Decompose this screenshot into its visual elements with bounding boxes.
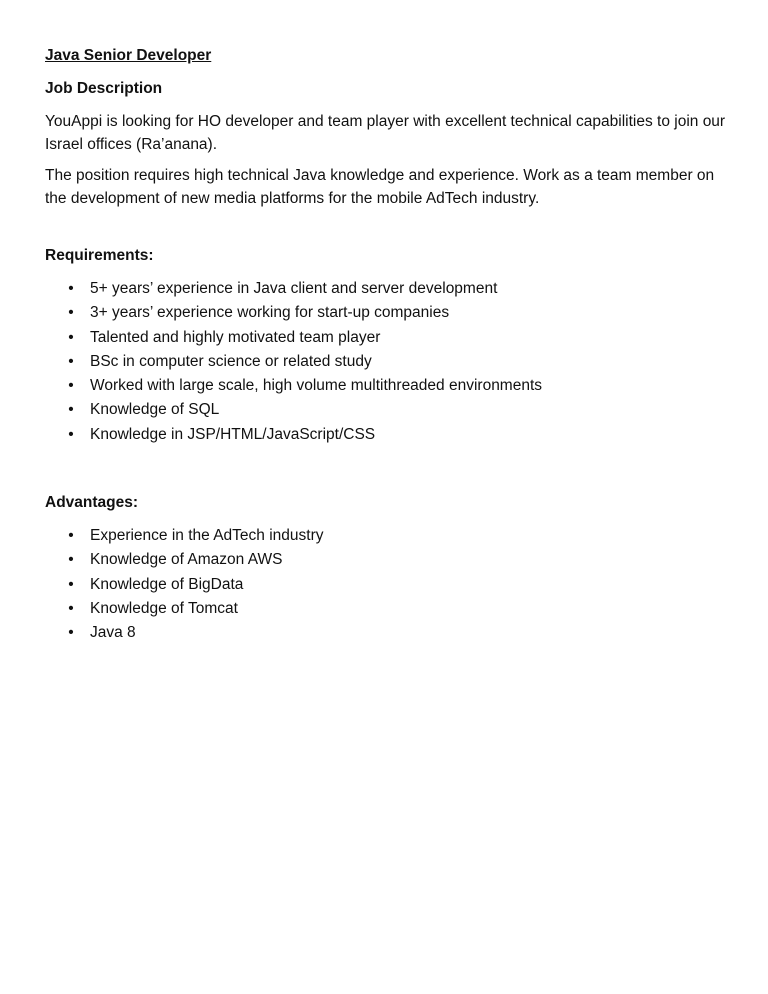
list-item-text: Knowledge in JSP/HTML/JavaScript/CSS	[90, 425, 376, 443]
list-item-text: Worked with large scale, high volume multithreaded environments	[90, 377, 543, 395]
bullet-icon: •	[68, 551, 74, 569]
list-item	[66, 398, 735, 422]
list-item-text: Knowledge of BigData	[90, 575, 244, 593]
list-item-text: Knowledge of SQL	[90, 401, 220, 419]
bullet-icon: •	[68, 352, 74, 370]
list-item-text: Experience in the AdTech industry	[90, 527, 324, 545]
bullet-icon: •	[68, 624, 74, 642]
list-item-text: Knowledge of Amazon AWS	[90, 551, 283, 569]
requirements-list	[45, 277, 735, 447]
list-item	[66, 350, 735, 374]
list-item	[66, 524, 735, 548]
list-item-text: Knowledge of Tomcat	[90, 599, 238, 617]
list-item-text: 5+ years’ experience in Java client and server development	[90, 280, 498, 297]
list-item-text: BSc in computer science or related study	[90, 352, 372, 370]
list-item	[66, 548, 735, 572]
description-paragraph-2: The position requires high technical Java knowledge and experience. Work as a team member on the development of new media platforms for the mobile AdTech industry.	[45, 167, 715, 207]
list-item	[66, 301, 735, 325]
advantages-list	[45, 524, 735, 645]
list-item	[66, 597, 735, 621]
document-page	[45, 44, 735, 646]
list-item-text: Talented and highly motivated team player	[90, 328, 381, 346]
bullet-icon: •	[68, 304, 74, 322]
bullet-icon: •	[68, 377, 74, 395]
requirements-heading: Requirements:	[45, 247, 154, 264]
list-item	[66, 423, 735, 447]
list-item-text: 3+ years’ experience working for start-up companies	[90, 304, 450, 322]
list-item	[66, 326, 735, 350]
list-item-text: Java 8	[90, 624, 136, 642]
bullet-icon: •	[68, 280, 74, 297]
bullet-icon: •	[68, 328, 74, 346]
advantages-heading: Advantages:	[45, 494, 139, 512]
bullet-icon: •	[68, 425, 74, 443]
list-item	[66, 374, 735, 398]
job-description-heading: Job Description	[45, 80, 163, 97]
list-item	[66, 277, 735, 301]
list-item	[66, 573, 735, 597]
bullet-icon: •	[68, 527, 74, 545]
bullet-icon: •	[68, 599, 74, 617]
list-item	[66, 621, 735, 645]
bullet-icon: •	[68, 401, 74, 419]
document-title: Java Senior Developer	[45, 47, 212, 64]
bullet-icon: •	[68, 575, 74, 593]
description-paragraph-1: YouAppi is looking for HO developer and team player with excellent technical capabilities to join our Israel offices (Ra’anana).	[45, 113, 726, 153]
